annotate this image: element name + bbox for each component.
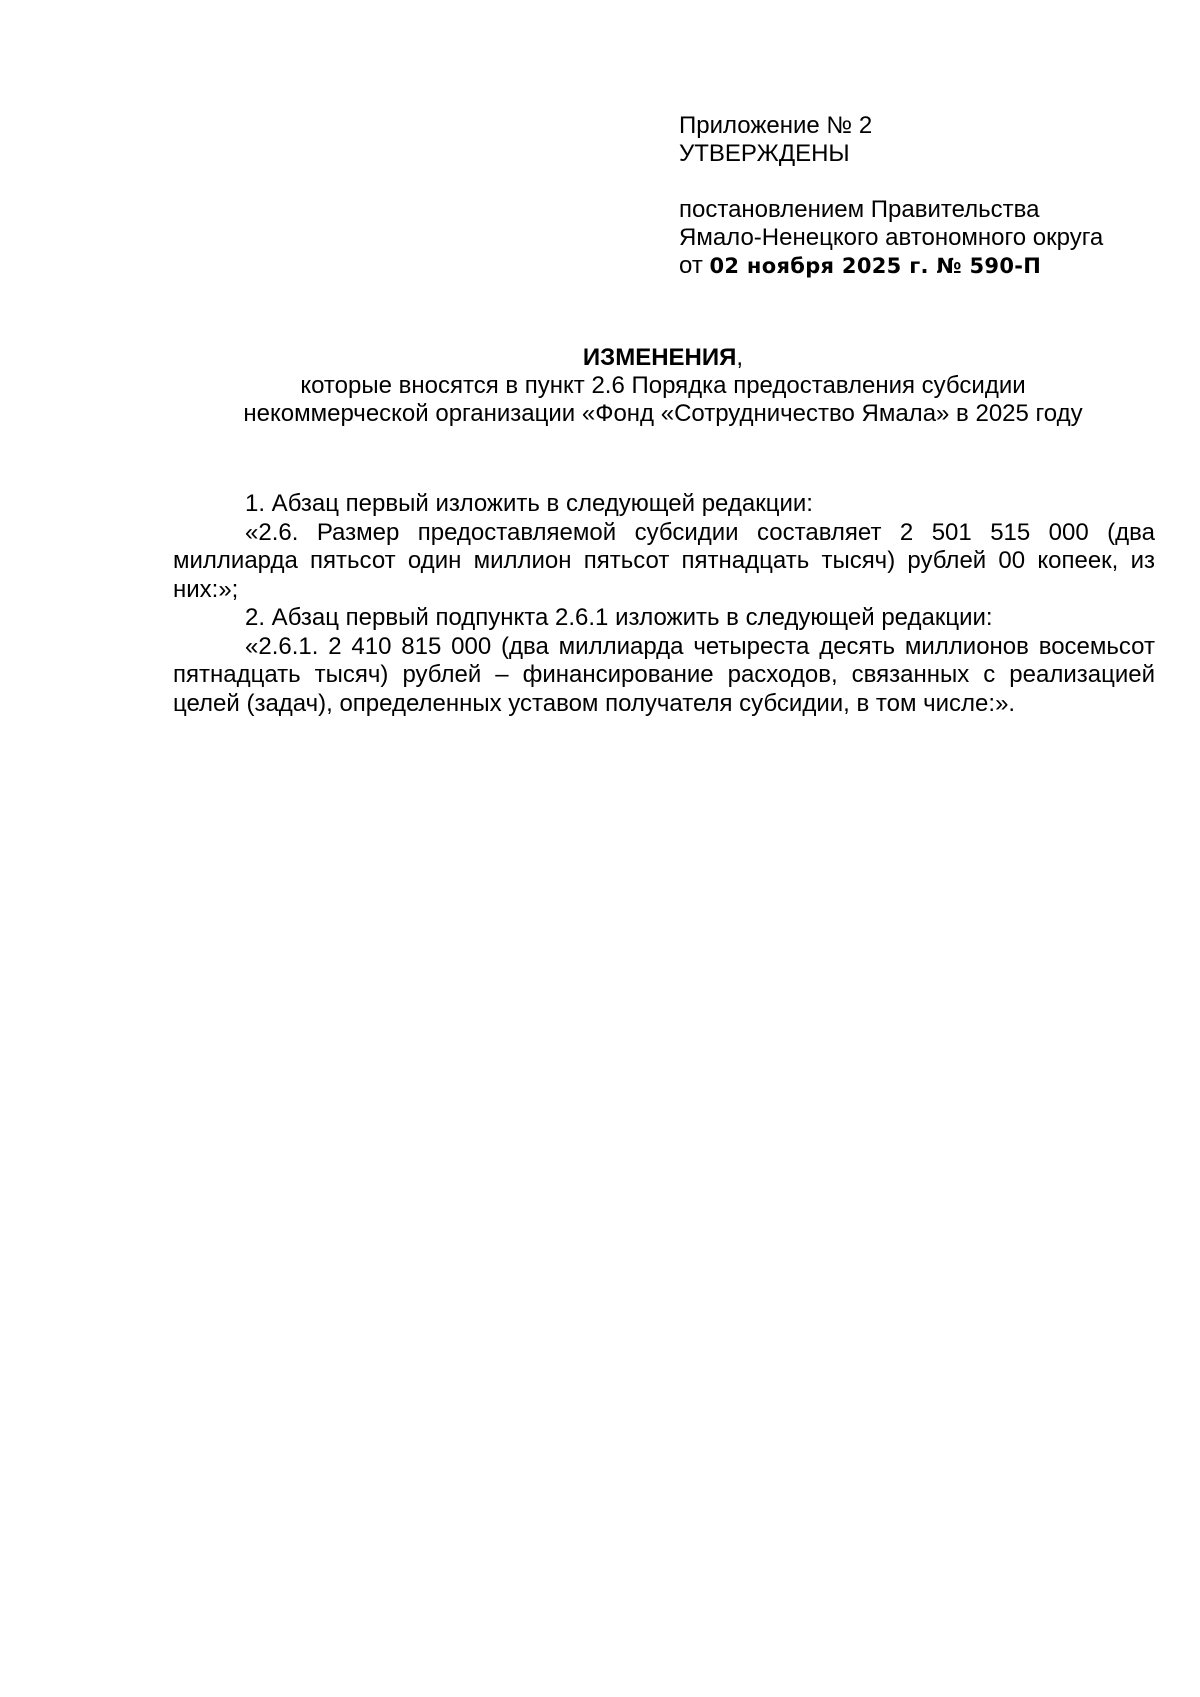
title-heading-punct: , bbox=[736, 344, 744, 371]
body-paragraph: 2. Абзац первый подпункта 2.6.1 изложить в следующей редакции: bbox=[245, 604, 993, 631]
approval-block bbox=[679, 112, 1159, 280]
document-title bbox=[170, 344, 1156, 428]
title-heading-text: ИЗМЕНЕНИЯ bbox=[582, 344, 737, 371]
decree-line-2: Ямало-Ненецкого автономного округа bbox=[679, 224, 1104, 251]
decree-date-number: 02 ноября 2025 г. № 590-П bbox=[709, 254, 1042, 278]
decree-date-line bbox=[679, 252, 1159, 280]
body-paragraph: 1. Абзац первый изложить в следующей редакции: bbox=[245, 490, 813, 517]
title-heading bbox=[170, 344, 1156, 372]
annex-number: Приложение № 2 bbox=[679, 112, 873, 139]
decree-line-1: постановлением Правительства bbox=[679, 196, 1040, 223]
date-prefix: от bbox=[679, 252, 703, 279]
body-paragraph: «2.6. Размер предоставляемой субсидии составляет 2 501 515 000 (два миллиарда пятьсот один миллион пятьсот пятнадцать тысяч) рублей 00 копеек, из них:»; bbox=[173, 518, 1155, 603]
spacer bbox=[679, 168, 1159, 196]
document-body bbox=[173, 490, 1155, 718]
body-paragraph: «2.6.1. 2 410 815 000 (два миллиарда четыреста десять миллионов восемьсот пятнадцать тысяч) рублей – финансирование расходов, связанных с реализацией целей (задач), определенных уставом получателя субсидии, в том числе:». bbox=[173, 632, 1155, 717]
title-line-1: которые вносятся в пункт 2.6 Порядка предоставления субсидии bbox=[300, 372, 1026, 399]
approved-label: УТВЕРЖДЕНЫ bbox=[679, 140, 850, 167]
title-line-2: некоммерческой организации «Фонд «Сотрудничество Ямала» в 2025 году bbox=[243, 400, 1083, 427]
